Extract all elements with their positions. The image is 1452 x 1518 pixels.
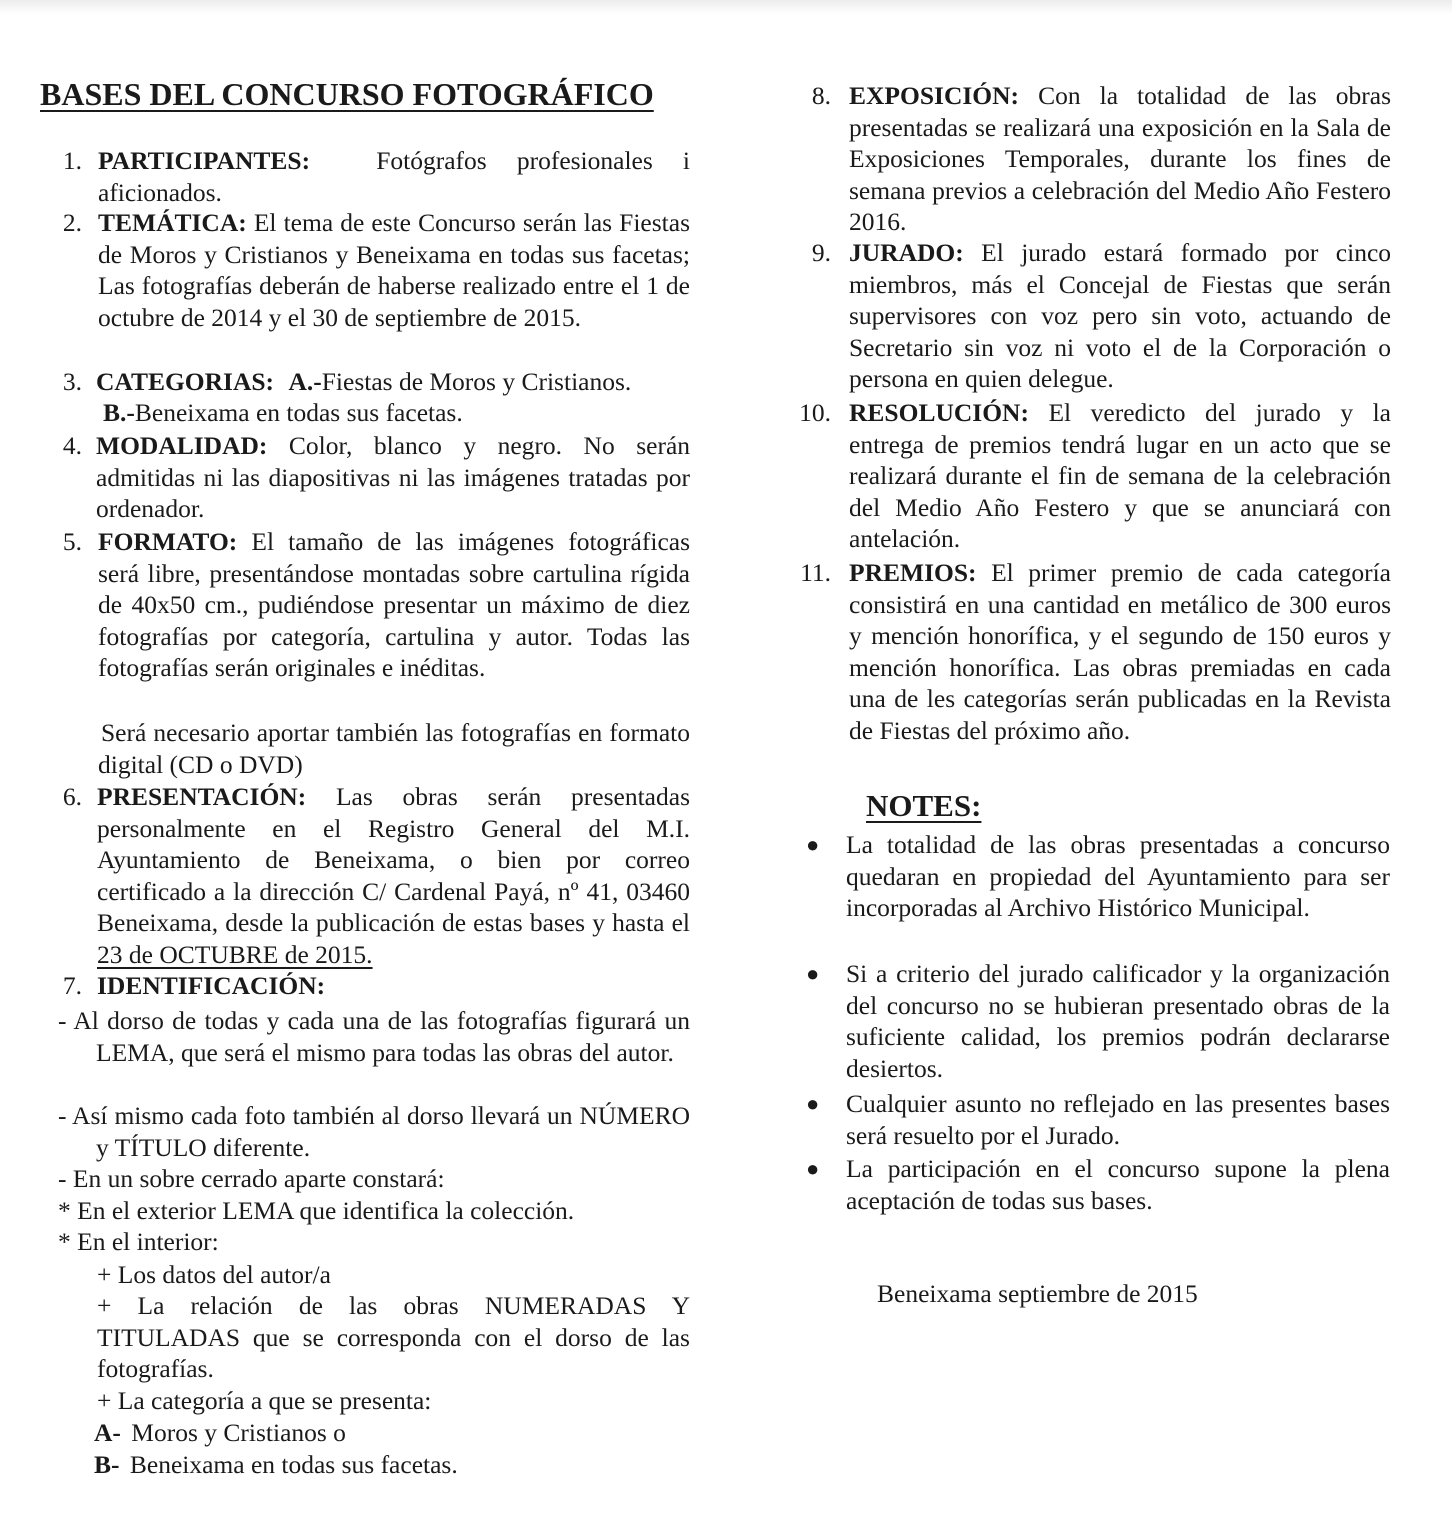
category-b-text: Beneixama en todas sus facetas.	[134, 398, 463, 427]
rule-item-2	[62, 207, 690, 333]
category-a-text: Moros y Cristianos o	[131, 1418, 346, 1447]
rule-number: 2.	[62, 208, 82, 237]
note-text: La totalidad de las obras presentadas a concurso quedaran en propiedad del Ayuntamiento para ser incorporadas al Archivo Histórico Municipal.	[846, 830, 1390, 923]
rule-number: 11.	[800, 558, 831, 587]
identification-category-a	[94, 1417, 346, 1449]
rule-number: 5.	[62, 527, 82, 556]
category-b-text: Beneixama en todas sus facetas.	[129, 1450, 458, 1479]
rule-number: 9.	[811, 238, 831, 267]
notes-title: NOTES:	[866, 788, 982, 823]
category-b-letter: B-	[94, 1450, 120, 1479]
rule-text: Con la totalidad de las obras presentadas se realizará una exposición en la Sala de Exposiciones Temporales, durante los fines de semana previos a celebración del Medio Año Festero 2016.	[849, 81, 1392, 237]
scan-edge-shadow	[0, 0, 1452, 14]
rule-number: 6.	[62, 782, 82, 811]
identification-line-4: * En el exterior LEMA que identifica la colección.	[58, 1196, 575, 1225]
note-text: La participación en el concurso supone la plena aceptación de todas sus bases.	[846, 1154, 1390, 1215]
category-a-letter: A.-	[288, 367, 322, 396]
rule-item-8	[811, 80, 1392, 238]
rule-text: Fotógrafos profesionales i aficionados.	[98, 146, 690, 207]
category-a-letter: A-	[94, 1418, 121, 1447]
rule-text: El primer premio de cada categoría consistirá en una cantidad en metálico de 300 euros y mención honorífica, y el segundo de 150 euros y mención honorífica. Las obras premiadas en cada una de les categorías serán publicadas en la Revista de Fiestas del próximo año.	[849, 558, 1391, 745]
signature-place-date: Beneixama septiembre de 2015	[877, 1279, 1198, 1308]
document-title: BASES DEL CONCURSO FOTOGRÁFICO	[40, 76, 654, 112]
note-bullet-4	[806, 1153, 1390, 1216]
rule-label: MODALIDAD:	[96, 431, 268, 460]
category-b-letter: B.-	[103, 398, 135, 427]
identification-category-b	[94, 1449, 458, 1481]
note-bullet-2	[806, 958, 1390, 1084]
rule-item-3	[62, 366, 690, 398]
rule-item-7	[62, 970, 690, 1002]
rule-number: 10.	[799, 398, 831, 427]
identification-line-2: - Así mismo cada foto también al dorso llevará un NÚMERO y TÍTULO diferente.	[58, 1101, 690, 1162]
rule-label: FORMATO:	[98, 527, 238, 556]
rule-item-4	[62, 430, 691, 525]
rule-text: El tamaño de las imágenes fotográficas será libre, presentándose montadas sobre cartulina rígida de 40x50 cm., pudiéndose presentar un máximo de diez fotografías por categoría, cartulina y autor. Todas las fotografías serán originales e inéditas.	[98, 527, 691, 683]
identification-line-1: - Al dorso de todas y cada una de las fotografías figurará un LEMA, que será el mismo para todas las obras del autor.	[58, 1006, 690, 1067]
bullet-dot-icon: ●	[806, 1156, 820, 1181]
rule-label: TEMÁTICA:	[98, 208, 247, 237]
category-b-line	[103, 397, 463, 429]
rule-label: CATEGORIAS:	[96, 367, 275, 396]
identification-line-6: + Los datos del autor/a	[97, 1260, 331, 1289]
note-text: Si a criterio del jurado calificador y la organización del concurso no se hubieran presentado obras de la suficiente calidad, los premios podrán declararse desiertos.	[846, 959, 1390, 1083]
rule-label: IDENTIFICACIÓN:	[97, 971, 326, 1000]
rule-number: 8.	[811, 81, 831, 110]
bullet-dot-icon: ●	[806, 832, 820, 857]
note-bullet-1	[806, 829, 1390, 924]
category-a-text: Fiestas de Moros y Cristianos.	[321, 367, 632, 396]
rule-item-5	[62, 526, 691, 684]
rule-item-11	[800, 557, 1391, 747]
rule-label: PRESENTACIÓN:	[97, 782, 307, 811]
rule-text: El jurado estará formado por cinco miembros, más el Concejal de Fiestas que serán supervisores con voz pero sin voto, actuando de Secretario sin voz ni voto el de la Corporación o persona en quien delegue.	[849, 238, 1392, 394]
note-text: Cualquier asunto no reflejado en las presentes bases será resuelto por el Jurado.	[846, 1089, 1390, 1150]
deadline-date: 23 de OCTUBRE de 2015.	[97, 939, 373, 969]
rule-label: EXPOSICIÓN:	[849, 81, 1020, 110]
rule-number: 4.	[62, 431, 82, 460]
rule-item-1	[62, 145, 690, 208]
rule-text: Color, blanco y negro. No serán admitidas ni las diapositivas ni las imágenes tratadas por ordenador.	[96, 431, 691, 524]
rule-label: PREMIOS:	[849, 558, 977, 587]
rule-number: 1.	[62, 146, 82, 175]
rule-number: 3.	[62, 367, 82, 396]
rule-item-9	[811, 237, 1392, 395]
note-bullet-3	[806, 1088, 1390, 1151]
rule-item-6	[62, 781, 690, 971]
rule-label: RESOLUCIÓN:	[849, 398, 1029, 427]
rule-label: JURADO:	[849, 238, 964, 267]
identification-line-5: * En el interior:	[58, 1227, 219, 1256]
rule-number: 7.	[62, 971, 82, 1000]
rule-text: Las obras serán presentadas personalmente en el Registro General del M.I. Ayuntamiento de Beneixama, o bien por correo certificado a la dirección C/ Cardenal Payá, nº 41, 03460 Beneixama, desde la publicación de estas bases y hasta el	[97, 782, 690, 938]
identification-line-3: - En un sobre cerrado aparte constará:	[58, 1164, 445, 1193]
rule-text: El tema de este Concurso serán las Fiestas de Moros y Cristianos y Beneixama en todas sus facetas; Las fotografías deberán de haberse realizado entre el 1 de octubre de 2014 y el 30 de septiembre de 2015.	[98, 208, 690, 332]
rule-label: PARTICIPANTES:	[98, 146, 311, 175]
rule-text: El veredicto del jurado y la entrega de premios tendrá lugar en un acto que se realizará durante el fin de semana de la celebración del Medio Año Festero y que se anunciará con antelación.	[849, 398, 1391, 554]
rule-item-10	[799, 397, 1391, 555]
identification-line-7: + La relación de las obras NUMERADAS Y TITULADAS que se corresponda con el dorso de las fotografías.	[97, 1291, 690, 1384]
bullet-dot-icon: ●	[806, 1091, 820, 1116]
identification-line-8: + La categoría a que se presenta:	[97, 1386, 432, 1415]
rule-item-5-digital-note: Será necesario aportar también las fotografías en formato digital (CD o DVD)	[98, 718, 690, 779]
bullet-dot-icon: ●	[806, 961, 820, 986]
